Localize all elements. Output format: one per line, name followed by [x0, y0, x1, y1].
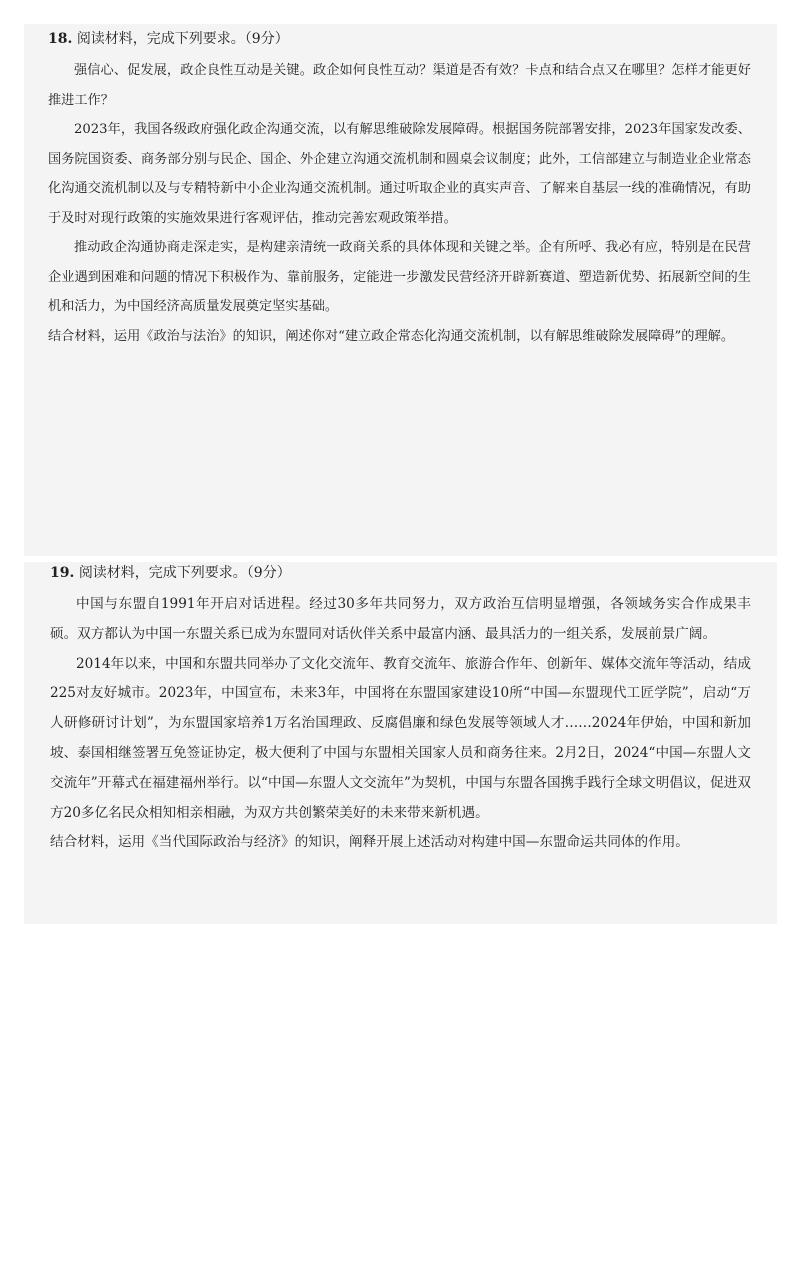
question-19-task: 结合材料，运用《当代国际政治与经济》的知识，阐释开展上述活动对构建中国—东盟命运共同体的作用。: [50, 834, 689, 851]
question-18-heading: [48, 30, 751, 48]
question-18-instruction: 阅读材料，完成下列要求。（9分）: [76, 31, 289, 47]
question-18-paragraph-1: 强信心、促发展，政企良性互动是关键。政企如何良性互动？渠道是否有效？卡点和结合点又在哪里？怎样才能更好推进工作？: [48, 63, 751, 108]
question-19-heading: [50, 564, 751, 582]
question-19-paragraph-1: 中国与东盟自1991年开启对话进程。经过30多年共同努力，双方政治互信明显增强，各领域务实合作成果丰硕。双方都认为中国一东盟关系已成为东盟同对话伙伴关系中最富内涵、最具活力的一组关系，发展前景广阔。: [50, 596, 751, 642]
question-18-panel: [24, 24, 777, 556]
question-19-number: 19.: [50, 565, 75, 581]
question-19-paragraph-2: 2014年以来，中国和东盟共同举办了文化交流年、教育交流年、旅游合作年、创新年、媒体交流年等活动，结成225对友好城市。2023年，中国宣布，未来3年，中国将在东盟国家建设10所“中国—东盟现代工匠学院”，启动“万人研修研讨计划”，为东盟国家培养1万名治国理政、反腐倡廉和绿色发展等领域人才……2024年伊始，中国和新加坡、泰国相继签署互免签证协定，极大便利了中国与东盟相关国家人员和商务往来。2月2日，2024“中国—东盟人文交流年”开幕式在福建福州举行。以“中国—东盟人文交流年”为契机，中国与东盟各国携手践行全球文明倡议，促进双方20多亿名民众相知相亲相融，为双方共创繁荣美好的未来带来新机遇。: [50, 655, 751, 821]
question-18-paragraph-2: 2023年，我国各级政府强化政企沟通交流，以有解思维破除发展障碍。根据国务院部署安排，2023年国家发改委、国务院国资委、商务部分别与民企、国企、外企建立沟通交流机制和圆桌会议制度；此外，工信部建立与制造业企业常态化沟通交流机制以及与专精特新中小企业沟通交流机制。通过听取企业的真实声音、了解来自基层一线的准确情况，有助于及时对现行政策的实施效果进行客观评估，推动完善宏观政策举措。: [48, 122, 751, 226]
question-18-task: 结合材料，运用《政治与法治》的知识，阐述你对“建立政企常态化沟通交流机制，以有解思维破除发展障碍”的理解。: [48, 328, 735, 344]
question-19-instruction: 阅读材料，完成下列要求。（9分）: [78, 565, 291, 581]
question-18-number: 18.: [48, 31, 73, 47]
question-18-paragraph-3: 推动政企沟通协商走深走实，是构建亲清统一政商关系的具体体现和关键之举。企有所呼、我必有应，特别是在民营企业遇到困难和问题的情况下积极作为、靠前服务，定能进一步激发民营经济开辟新赛道、塑造新优势、拓展新空间的生机和活力，为中国经济高质量发展奠定坚实基础。: [48, 240, 751, 314]
question-19-panel: [24, 562, 777, 924]
